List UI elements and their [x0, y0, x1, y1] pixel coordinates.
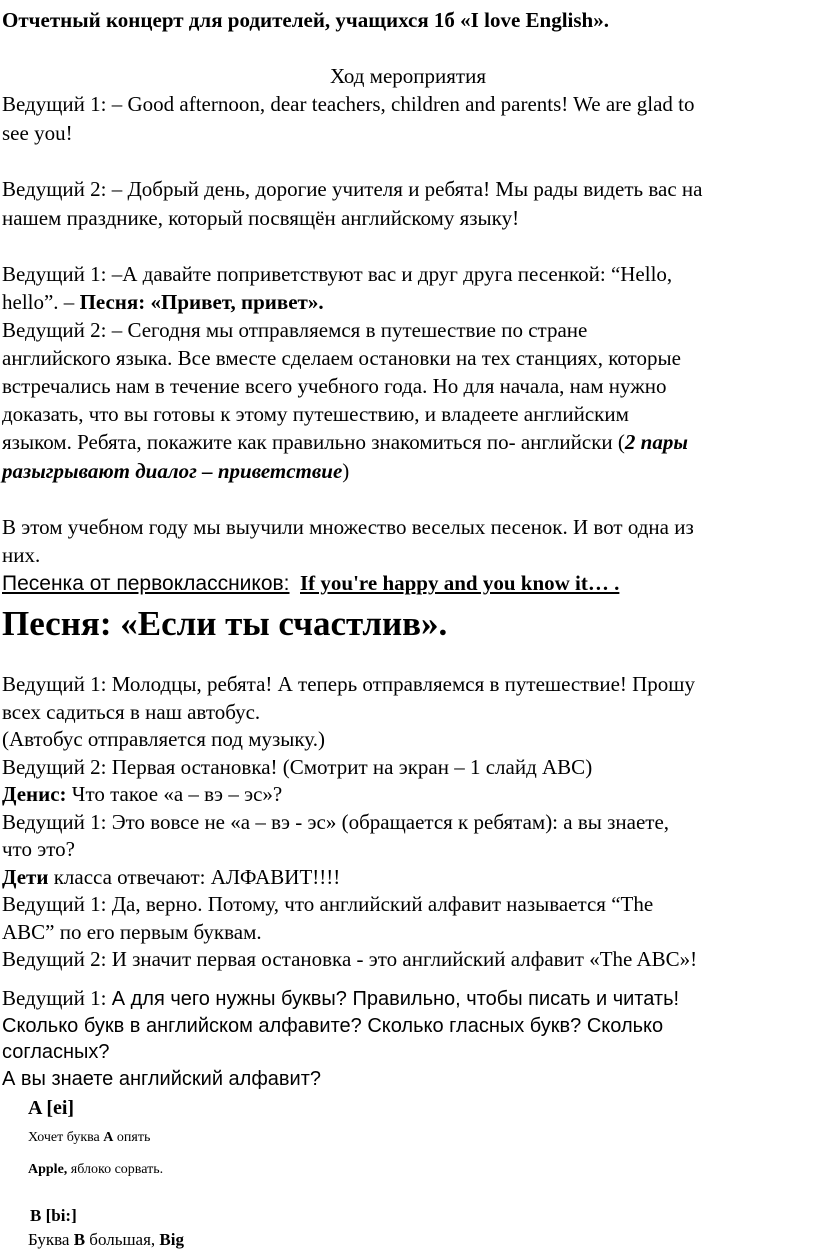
- text-run: языком. Ребята, покажите как правильно знакомиться по- английски (: [2, 430, 625, 454]
- speaker: Ведущий 1:: [2, 986, 112, 1010]
- paragraph-line: Ведущий 2: – Добрый день, дорогие учителя и ребята! Мы рады видеть вас на: [2, 177, 703, 201]
- dialog-line: [2, 945, 697, 973]
- dialog-line: [2, 698, 260, 726]
- paragraph-line: А вы знаете английский алфавит?: [2, 1068, 322, 1090]
- document-title: Отчетный концерт для родителей, учащихся 1б «I love English».: [2, 8, 609, 32]
- dialog-line: [2, 725, 325, 753]
- paragraph-line: see you!: [2, 121, 73, 145]
- text-run: Ведущий 1: Молодцы, ребята! А теперь отправляемся в путешествие! Прошу: [2, 672, 695, 696]
- paragraph-line: Ведущий 2: – Сегодня мы отправляемся в путешествие по стране: [2, 318, 588, 342]
- paragraph-line: встречались нам в течение всего учебного года. Но для начала, нам нужно: [2, 374, 667, 398]
- letter-a-heading: A [ei]: [28, 1097, 75, 1119]
- text-run: что это?: [2, 837, 75, 861]
- paragraph-line: [2, 984, 679, 1013]
- dialog-line: [2, 835, 75, 863]
- song-line: [2, 569, 619, 598]
- paragraph-line: нашем празднике, который посвящён английскому языку!: [2, 206, 520, 230]
- word-bold: Big: [159, 1230, 184, 1249]
- text-run: всех садиться в наш автобус.: [2, 699, 261, 724]
- song-label: Песенка от первоклассников:: [2, 572, 290, 595]
- text-run: А для чего нужны буквы? Правильно, чтобы писать и читать!: [111, 988, 680, 1010]
- text-run: Ведущий 2: И значит первая остановка - это английский алфавит «The ABC»!: [2, 947, 698, 971]
- text-run: Буква: [28, 1230, 74, 1249]
- text-run: (Автобус отправляется под музыку.): [2, 727, 325, 751]
- poem-line: [28, 1128, 150, 1148]
- subtitle: Ход мероприятия: [330, 64, 486, 88]
- paragraph-line: доказать, что вы готовы к этому путешествию, и владеете английским: [2, 402, 629, 426]
- paragraph-line: согласных?: [2, 1041, 110, 1063]
- text-run: ): [342, 459, 350, 483]
- dialog-line: [2, 808, 669, 836]
- letter-bold: B: [73, 1230, 86, 1249]
- poem-line: [28, 1160, 163, 1180]
- poem-line: [28, 1226, 184, 1254]
- paragraph-line: В этом учебном году мы выучили множество веселых песенок. И вот одна из: [2, 515, 694, 539]
- song-title-bold: Песня: «Привет, привет».: [79, 290, 324, 314]
- dialog-line: [2, 780, 282, 808]
- paragraph-line: Сколько букв в английском алфавите? Сколько гласных букв? Сколько: [2, 1015, 664, 1037]
- stage-direction: разыгрывают диалог – приветствие: [2, 459, 343, 483]
- text-run: опять: [113, 1130, 151, 1145]
- paragraph-line: [2, 457, 349, 485]
- speaker-bold: Денис:: [2, 782, 67, 806]
- paragraph-line: них.: [2, 543, 41, 567]
- letter-bold: А: [103, 1130, 114, 1145]
- paragraph-line: [2, 428, 688, 456]
- text-run: яблоко сорвать.: [67, 1162, 164, 1177]
- dialog-line: [2, 670, 695, 698]
- text-run: Ведущий 1: Это вовсе не «а – вэ - эс» (обращается к ребятам): а вы знаете,: [2, 809, 670, 834]
- text-run: Ведущий 2: Первая остановка! (Смотрит на экран – 1 слайд ABC): [2, 754, 593, 779]
- paragraph-line: Ведущий 1: –А давайте поприветствуют вас и друг друга песенкой: “Hello,: [2, 262, 673, 286]
- text-run: класса отвечают: АЛФАВИТ!!!!: [48, 864, 341, 889]
- paragraph-line: [2, 288, 324, 316]
- stage-direction: 2 пары: [624, 430, 688, 454]
- word-bold: Apple,: [28, 1162, 68, 1177]
- dialog-line: [2, 890, 653, 918]
- paragraph-line: английского языка. Все вместе сделаем остановки на тех станциях, которые: [2, 346, 681, 370]
- text-run: ABC” по его первым буквам.: [2, 919, 262, 944]
- text-run: Что такое «а – вэ – эс»?: [66, 782, 283, 806]
- speaker-bold: Дети: [2, 864, 49, 889]
- paragraph-line: Ведущий 1: – Good afternoon, dear teachers, children and parents! We are glad to: [2, 92, 695, 116]
- text-run: Хочет буква: [28, 1130, 104, 1145]
- dialog-line: [2, 753, 592, 781]
- dialog-line: [2, 863, 340, 891]
- text-run: Ведущий 1: Да, верно. Потому, что английский алфавит называется “The: [2, 892, 654, 916]
- big-heading: Песня: «Если ты счастлив».: [2, 604, 448, 643]
- letter-b-heading: B [bi:]: [30, 1206, 77, 1225]
- text-run: hello”. –: [2, 290, 80, 314]
- song-name: If you're happy and you know it… .: [300, 571, 620, 595]
- text-run: большая,: [85, 1230, 160, 1249]
- dialog-line: [2, 918, 262, 946]
